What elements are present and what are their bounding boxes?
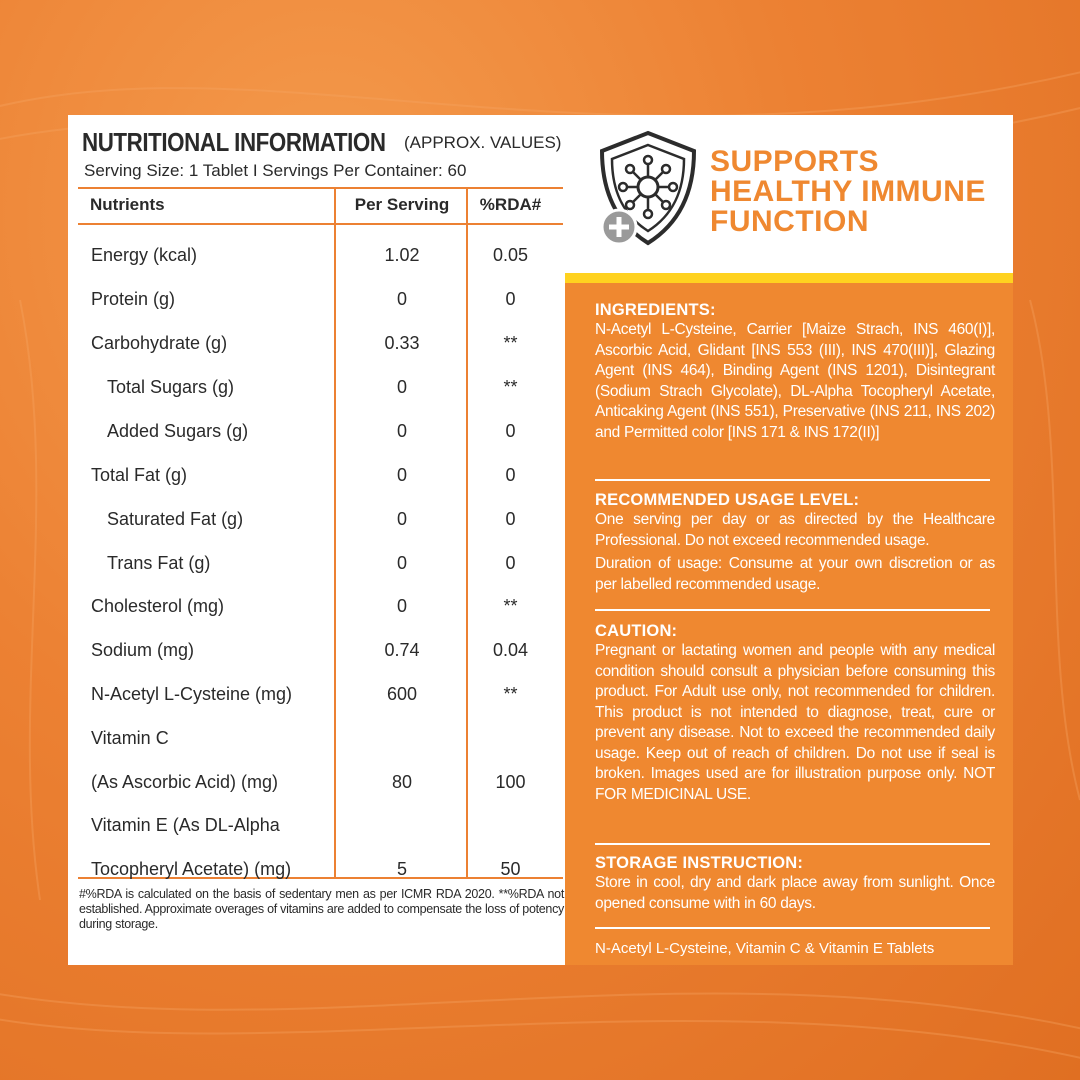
nutrient-name: (As Ascorbic Acid) (mg)	[91, 772, 279, 792]
per-serving-value: 0	[396, 465, 407, 485]
storage-section	[595, 854, 995, 914]
per-serving-value: 0	[396, 553, 407, 573]
label-card	[68, 115, 1013, 965]
rda-footnote: #%RDA is calculated on the basis of sedentary men as per ICMR RDA 2020. **%RDA not established. Approximate overages of vitamins are added to compensate the loss of potency during storage.	[79, 887, 564, 931]
rda-value: **	[503, 333, 518, 353]
table-header-rule	[78, 223, 563, 225]
per-serving-value: 0	[396, 596, 407, 616]
claim-line: HEALTHY IMMUNE	[710, 175, 986, 208]
per-serving-value: 0	[396, 289, 407, 309]
nutrient-name: Protein (g)	[91, 289, 176, 309]
nutrient-name: Total Fat (g)	[91, 465, 188, 485]
rda-value: 0.04	[492, 640, 529, 660]
nutrient-name: Cholesterol (mg)	[91, 596, 225, 616]
storage-text: Store in cool, dry and dark place away from sunlight. Once opened consume with in 60 days.	[595, 874, 995, 912]
table-row	[78, 289, 563, 333]
per-serving-value: 0	[396, 377, 407, 397]
nutrition-heading	[82, 127, 562, 158]
rda-value: 0	[505, 421, 516, 441]
rda-value: **	[503, 377, 518, 397]
nutrition-title: NUTRITIONAL INFORMATION	[82, 127, 386, 157]
table-row	[78, 596, 563, 640]
rda-value: 0	[505, 289, 516, 309]
table-row	[78, 684, 563, 728]
table-row	[78, 333, 563, 377]
nutrient-name: Saturated Fat (g)	[107, 509, 244, 529]
ingredients-heading: INGREDIENTS:	[595, 301, 716, 319]
immune-shield-icon	[592, 129, 704, 249]
ingredients-section	[595, 301, 995, 443]
rda-value: **	[503, 684, 518, 704]
nutrient-name: Total Sugars (g)	[107, 377, 235, 397]
rda-value: **	[503, 596, 518, 616]
storage-heading: STORAGE INSTRUCTION:	[595, 854, 804, 872]
per-serving-value: 0	[396, 421, 407, 441]
rda-value: 0.05	[492, 245, 529, 265]
per-serving-value: 5	[396, 859, 407, 879]
info-panel	[565, 283, 1013, 965]
usage-heading: RECOMMENDED USAGE LEVEL:	[595, 491, 860, 509]
ingredients-text: N-Acetyl L-Cysteine, Carrier [Maize Strach, INS 460(I)], Ascorbic Acid, Glidant [INS 553 (III), INS 470(III)], Glazing Agent (INS 464), Binding Agent (INS 1201), Disintegrant (Sodium Strach Glycolate), DL-Alpha Tocopheryl Acetate, Anticaking Agent (INS 551), Preservative (INS 211, INS 202) and Permitted color [INS 171 & INS 172(II)]	[595, 321, 995, 441]
rda-value: 0	[505, 509, 516, 529]
claim-line: FUNCTION	[710, 205, 869, 238]
section-divider	[595, 843, 990, 845]
per-serving-value: 0	[396, 509, 407, 529]
serving-info: Serving Size: 1 Tablet I Servings Per Container: 60	[84, 161, 467, 180]
nutrient-name: Vitamin E (As DL-Alpha	[91, 815, 280, 835]
product-name: N-Acetyl L-Cysteine, Vitamin C & Vitamin E Tablets	[595, 940, 935, 957]
rda-value: 0	[505, 465, 516, 485]
column-header-rda: %RDA#	[479, 195, 542, 214]
column-header-nutrients: Nutrients	[90, 195, 165, 214]
table-row	[78, 815, 563, 859]
section-divider	[595, 927, 990, 929]
nutrient-name: Added Sugars (g)	[107, 421, 249, 441]
table-row	[78, 553, 563, 597]
per-serving-value: 1.02	[384, 245, 420, 265]
approx-values-note: (APPROX. VALUES)	[404, 133, 562, 152]
table-row	[78, 245, 563, 289]
table-row	[78, 421, 563, 465]
rda-value: 50	[500, 859, 521, 879]
yellow-accent-strip	[565, 273, 1013, 283]
table-row	[78, 509, 563, 553]
column-header-per-serving: Per Serving	[354, 195, 450, 214]
claim-line: SUPPORTS	[710, 145, 880, 178]
nutrition-table	[78, 187, 563, 879]
nutrient-name: Vitamin C	[91, 728, 169, 748]
rda-value: 0	[505, 553, 516, 573]
table-top-rule	[78, 187, 563, 189]
per-serving-value: 0.33	[384, 333, 420, 353]
per-serving-value: 600	[386, 684, 418, 704]
claim-header	[565, 115, 1013, 273]
usage-text: One serving per day or as directed by the Healthcare Professional. Do not exceed recommended usage.	[595, 511, 995, 549]
caution-section	[595, 622, 995, 805]
immune-claim	[710, 147, 986, 237]
section-divider	[595, 609, 990, 611]
nutrition-panel	[68, 115, 563, 965]
per-serving-value: 0.74	[384, 640, 420, 660]
nutrient-name: Carbohydrate (g)	[91, 333, 228, 353]
caution-heading: CAUTION:	[595, 622, 678, 640]
table-row	[78, 772, 563, 816]
per-serving-value: 80	[391, 772, 413, 792]
table-row	[78, 465, 563, 509]
table-row	[78, 377, 563, 421]
usage-duration-text: Duration of usage: Consume at your own discretion or as per labelled recommended usage.	[595, 555, 995, 593]
rda-value: 100	[495, 772, 526, 792]
nutrient-name: Trans Fat (g)	[107, 553, 211, 573]
table-row	[78, 728, 563, 772]
section-divider	[595, 479, 990, 481]
usage-section	[595, 491, 995, 595]
nutrient-name: Energy (kcal)	[91, 245, 198, 265]
nutrient-name: Sodium (mg)	[91, 640, 195, 660]
nutrient-name: Tocopheryl Acetate) (mg)	[91, 859, 292, 879]
nutrient-name: N-Acetyl L-Cysteine (mg)	[91, 684, 293, 704]
table-row	[78, 640, 563, 684]
caution-text: Pregnant or lactating women and people with any medical condition should consult a physician before consuming this product. For Adult use only, not recommended for children. This product is not intended to diagnose, treat, cure or prevent any disease. Not to exceed the recommended daily usage. Keep out of reach of children. Do not use if seal is broken. Images used are for illustration purpose only. NOT FOR MEDICINAL USE.	[595, 642, 995, 803]
